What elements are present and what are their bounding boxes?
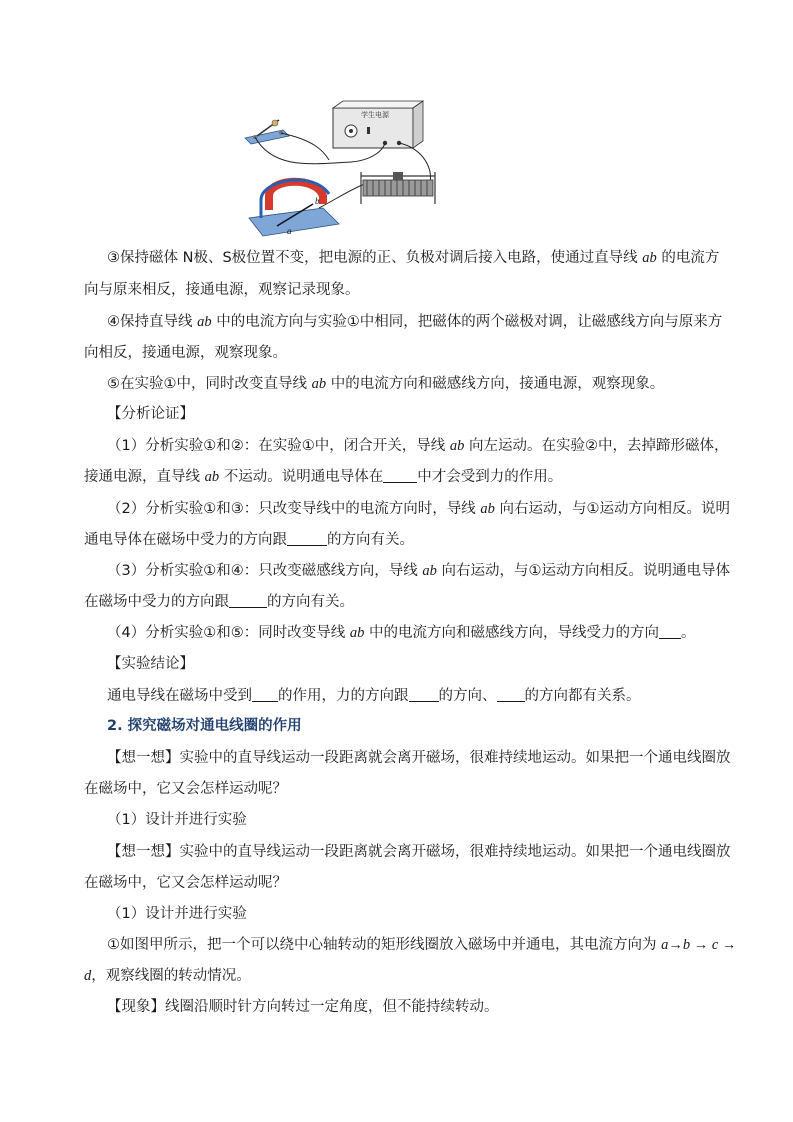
analysis4-line: （4）分析实验①和⑤：同时改变导线 ab 中的电流方向和磁感线方向，导线受力的方向 。 <box>107 625 696 641</box>
experiment-figure <box>243 100 439 238</box>
think2-line2: 在磁场中，它又会怎样运动呢？ <box>84 875 287 891</box>
answer-blank[interactable] <box>229 593 267 608</box>
phenomenon-line: 【现象】线圈沿顺时针方向转过一定角度，但不能持续转动。 <box>107 999 499 1015</box>
answer-blank[interactable] <box>287 531 327 546</box>
analysis3-line2: 在磁场中受力的方向跟 的方向有关。 <box>84 594 354 610</box>
figure-label-b: b <box>315 196 320 206</box>
conclusion-heading: 【实验结论】 <box>107 656 194 672</box>
step5-line: ⑤在实验①中，同时改变直导线 ab 中的电流方向和磁感线方向，接通电源，观察现象。 <box>107 376 665 392</box>
figure-label-a: a <box>287 226 292 236</box>
analysis2-line1: （2）分析实验①和③：只改变导线中的电流方向时，导线 ab 向右运动，与①运动方向相反。说明 <box>107 501 730 517</box>
power-supply-label: 学生电源 <box>361 111 389 119</box>
switch <box>245 120 289 144</box>
analysis1-line2: 接通电源，直导线 ab 不运动。说明通电导体在 中才会受到力的作用。 <box>84 469 563 485</box>
power-supply <box>333 101 423 148</box>
horseshoe-magnet <box>249 180 339 236</box>
analysis2-line2: 通电导体在磁场中受力的方向跟 的方向有关。 <box>84 532 414 548</box>
analysis3-line1: （3）分析实验①和④：只改变磁感线方向，导线 ab 向右运动，与①运动方向相反。说明通电导体 <box>107 563 730 579</box>
step3-line2: 向与原来相反，接通电源，观察记录现象。 <box>84 282 360 298</box>
think1-line2: 在磁场中，它又会怎样运动呢？ <box>84 781 287 797</box>
analysis-heading: 【分析论证】 <box>107 406 194 422</box>
step4-line1: ④保持直导线 ab 中的电流方向与实验①中相同，把磁体的两个磁极对调，让磁感线方向与原来方 <box>107 314 723 330</box>
step4-line2: 向相反，接通电源，观察现象。 <box>84 345 287 361</box>
think1-line1: 【想一想】实验中的直导线运动一段距离就会离开磁场，很难持续地运动。如果把一个通电线圈放 <box>107 750 731 766</box>
conclusion-line: 通电导线在磁场中受到 的作用，力的方向跟 的方向、 的方向都有关系。 <box>107 688 641 704</box>
section-title: 2. 探究磁场对通电线圈的作用 <box>107 718 302 734</box>
think2-line1: 【想一想】实验中的直导线运动一段距离就会离开磁场，很难持续地运动。如果把一个通电线圈放 <box>107 844 731 860</box>
answer-blank[interactable] <box>383 468 417 483</box>
design1-heading: （1）设计并进行实验 <box>107 812 247 828</box>
answer-blank[interactable] <box>409 687 439 702</box>
rheostat <box>361 172 435 204</box>
coil-step-line1: ①如图甲所示，把一个可以绕中心轴转动的矩形线圈放入磁场中并通电，其电流方向为 a→b → c → <box>107 937 737 953</box>
answer-blank[interactable] <box>252 687 278 702</box>
answer-blank[interactable] <box>497 687 525 702</box>
step3-line1: ③保持磁体 N极、S极位置不变，把电源的正、负极对调后接入电路，使通过直导线 ab 的电流方 <box>107 250 720 266</box>
analysis1-line1: （1）分析实验①和②：在实验①中，闭合开关，导线 ab 向左运动。在实验②中，去掉蹄形磁体， <box>107 438 729 454</box>
answer-blank[interactable] <box>659 624 681 639</box>
design2-heading: （1）设计并进行实验 <box>107 906 247 922</box>
coil-step-line2: d，观察线圈的转动情况。 <box>84 968 251 984</box>
